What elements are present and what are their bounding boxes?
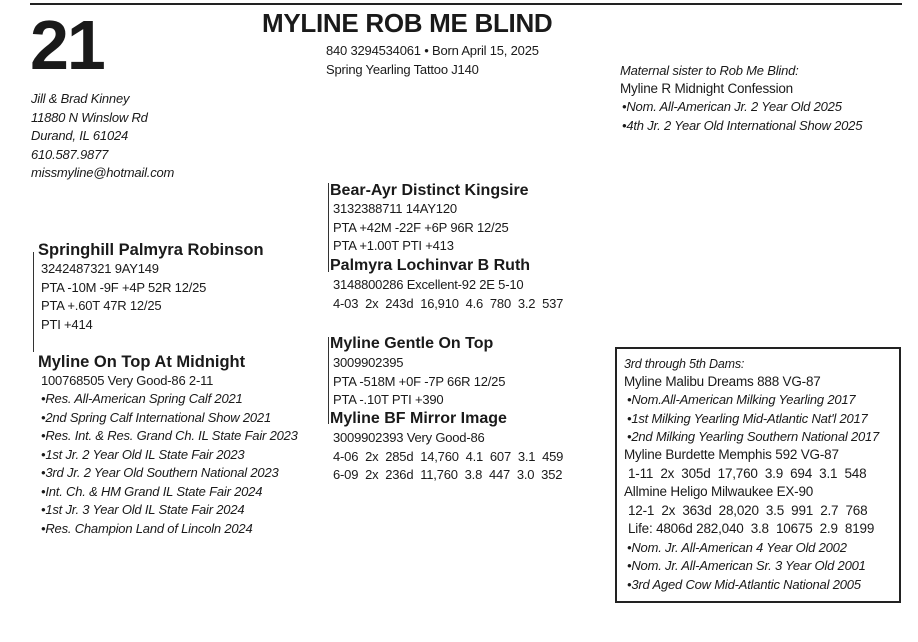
- pedigree-bracket-line: [328, 183, 329, 272]
- sire-line: PTA +.60T 47R 12/25: [41, 298, 162, 313]
- dam-note: •2nd Spring Calf International Show 2021: [41, 409, 271, 425]
- sire-line: PTA -10M -9F +4P 52R 12/25: [41, 279, 207, 295]
- maternal-sister-note: •Nom. All-American Jr. 2 Year Old 2025: [622, 99, 842, 114]
- sires-dam-name: Palmyra Lochinvar B Ruth: [330, 257, 531, 274]
- dams-sire-name: Myline Gentle On Top: [330, 335, 494, 352]
- owner-names: Jill & Brad Kinney: [31, 91, 130, 106]
- animal-id-line: 840 3294534061 • Born April 15, 2025: [326, 43, 539, 58]
- sire-line: 3242487321 9AY149: [41, 261, 159, 276]
- dam3-note: •Nom.All-American Milking Yearling 2017: [627, 392, 856, 407]
- dam5-note: •3rd Aged Cow Mid-Atlantic National 2005: [627, 576, 861, 592]
- dams-sire-line: PTA -.10T PTI +390: [333, 392, 444, 407]
- dam3-note: •1st Milking Yearling Mid-Atlantic Nat'l 2017: [627, 410, 868, 426]
- dams-box-heading: 3rd through 5th Dams:: [624, 357, 745, 371]
- dam3-note: •2nd Milking Yearling Southern National 2017: [627, 429, 880, 444]
- dam5-note: •Nom. Jr. All-American Sr. 3 Year Old 2001: [627, 558, 866, 573]
- dams-sire-line: 3009902395: [333, 355, 404, 370]
- dam-note: •Int. Ch. & HM Grand IL State Fair 2024: [41, 483, 263, 499]
- dams-sire-line: PTA -518M +0F -7P 66R 12/25: [333, 373, 506, 389]
- dams-dam-line: 3009902393 Very Good-86: [333, 430, 485, 445]
- sires-sire-line: PTA +42M -22F +6P 96R 12/25: [333, 219, 509, 235]
- maternal-sister-name: Myline R Midnight Confession: [620, 81, 793, 96]
- dam-note: •Res. All-American Spring Calf 2021: [41, 391, 243, 406]
- dams-dam-record: 4-06 2x 285d 14,760 4.1 607 3.1 459: [333, 448, 564, 464]
- maternal-sister-heading: Maternal sister to Rob Me Blind:: [620, 63, 799, 78]
- dam5-record: 12-1 2x 363d 28,020 3.5 991 2.7 768: [628, 502, 868, 518]
- sire-name: Springhill Palmyra Robinson: [38, 241, 264, 259]
- sires-dam-record: 4-03 2x 243d 16,910 4.6 780 3.2 537: [333, 295, 564, 311]
- lot-number: 21: [30, 6, 104, 84]
- dam4-record: 1-11 2x 305d 17,760 3.9 694 3.1 548: [628, 465, 867, 481]
- animal-class-line: Spring Yearling Tattoo J140: [326, 62, 479, 77]
- sires-sire-line: PTA +1.00T PTI +413: [333, 238, 454, 253]
- dams-dam-record: 6-09 2x 236d 11,760 3.8 447 3.0 352: [333, 467, 563, 482]
- owner-email[interactable]: missmyline@hotmail.com: [31, 165, 175, 180]
- animal-name: MYLINE ROB ME BLIND: [262, 8, 553, 38]
- owner-street: 11880 N Winslow Rd: [31, 109, 148, 125]
- owner-city: Durand, IL 61024: [31, 128, 129, 143]
- dam-line: 100768505 Very Good-86 2-11: [41, 373, 214, 388]
- pedigree-bracket-line: [33, 252, 34, 352]
- sire-line: PTI +414: [41, 316, 93, 332]
- dam-note: •1st Jr. 3 Year Old IL State Fair 2024: [41, 502, 245, 517]
- dam5-note: •Nom. Jr. All-American 4 Year Old 2002: [627, 539, 847, 555]
- dam-note: •Res. Int. & Res. Grand Ch. IL State Fair 2023: [41, 428, 298, 443]
- dams-dam-name: Myline BF Mirror Image: [330, 410, 507, 427]
- dam-note: •1st Jr. 2 Year Old IL State Fair 2023: [41, 446, 245, 462]
- owner-phone: 610.587.9877: [31, 146, 109, 162]
- dam3-name: Myline Malibu Dreams 888 VG-87: [624, 374, 821, 389]
- dam5-lifetime: Life: 4806d 282,040 3.8 10675 2.9 8199: [628, 521, 875, 536]
- pedigree-bracket-line: [328, 337, 329, 424]
- dam-note: •3rd Jr. 2 Year Old Southern National 2023: [41, 465, 279, 480]
- dam-name: Myline On Top At Midnight: [38, 353, 246, 371]
- dam4-name: Myline Burdette Memphis 592 VG-87: [624, 447, 839, 462]
- top-rule: [30, 3, 902, 5]
- sires-sire-line: 3132388711 14AY120: [333, 201, 457, 216]
- dam5-name: Allmine Heligo Milwaukee EX-90: [624, 484, 814, 499]
- dam-note: •Res. Champion Land of Lincoln 2024: [41, 520, 253, 536]
- sires-sire-name: Bear-Ayr Distinct Kingsire: [330, 182, 529, 199]
- maternal-sister-note: •4th Jr. 2 Year Old International Show 2025: [622, 118, 863, 133]
- sires-dam-line: 3148800286 Excellent-92 2E 5-10: [333, 277, 524, 292]
